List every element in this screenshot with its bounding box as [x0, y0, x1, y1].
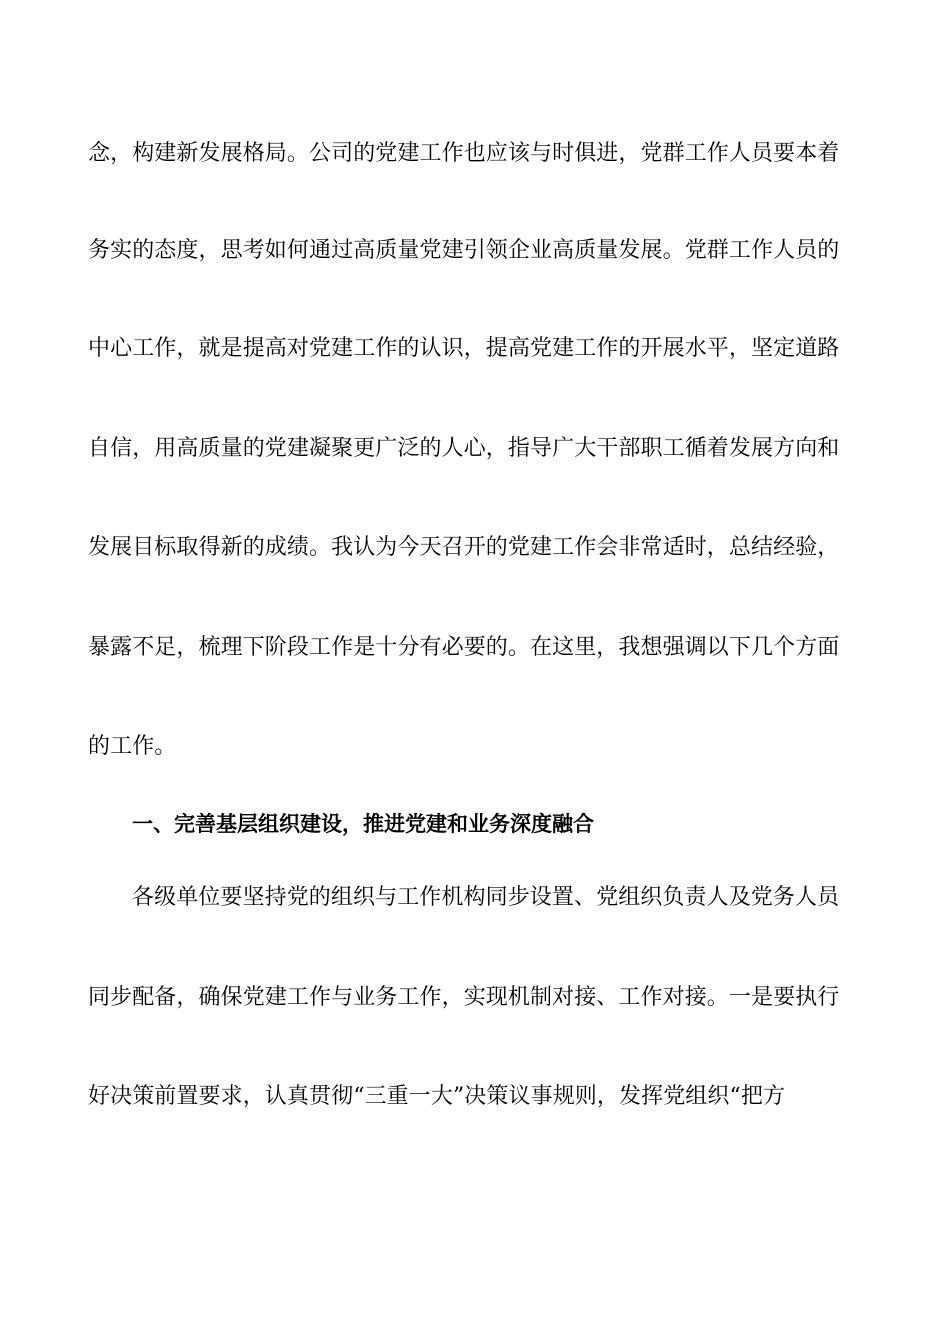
- paragraph-line: 暴露不足，梳理下阶段工作是十分有必要的。在这里，我想强调以下几个方面: [88, 635, 840, 660]
- paragraph-line: 自信，用高质量的党建凝聚更广泛的人心，指导广大干部职工循着发展方向和: [88, 436, 840, 461]
- paragraph-line: 好决策前置要求，认真贯彻“三重一大”决策议事规则，发挥党组织“把方: [88, 1084, 786, 1109]
- paragraph-line: 发展目标取得新的成绩。我认为今天召开的党建工作会非常适时，总结经验，: [88, 535, 840, 560]
- paragraph-line: 的工作。: [88, 734, 177, 759]
- section-heading: 一、完善基层组织建设，推进党建和业务深度融合: [132, 812, 594, 836]
- paragraph-line: 中心工作，就是提高对党建工作的认识，提高党建工作的开展水平，坚定道路: [88, 336, 840, 361]
- paragraph-line: 各级单位要坚持党的组织与工作机构同步设置、党组织负责人及党务人员: [132, 885, 840, 910]
- paragraph-line: 同步配备，确保党建工作与业务工作，实现机制对接、工作对接。一是要执行: [88, 985, 840, 1010]
- paragraph-line: 念，构建新发展格局。公司的党建工作也应该与时俱进，党群工作人员要本着: [88, 141, 840, 166]
- paragraph-line: 务实的态度，思考如何通过高质量党建引领企业高质量发展。党群工作人员的: [88, 238, 840, 263]
